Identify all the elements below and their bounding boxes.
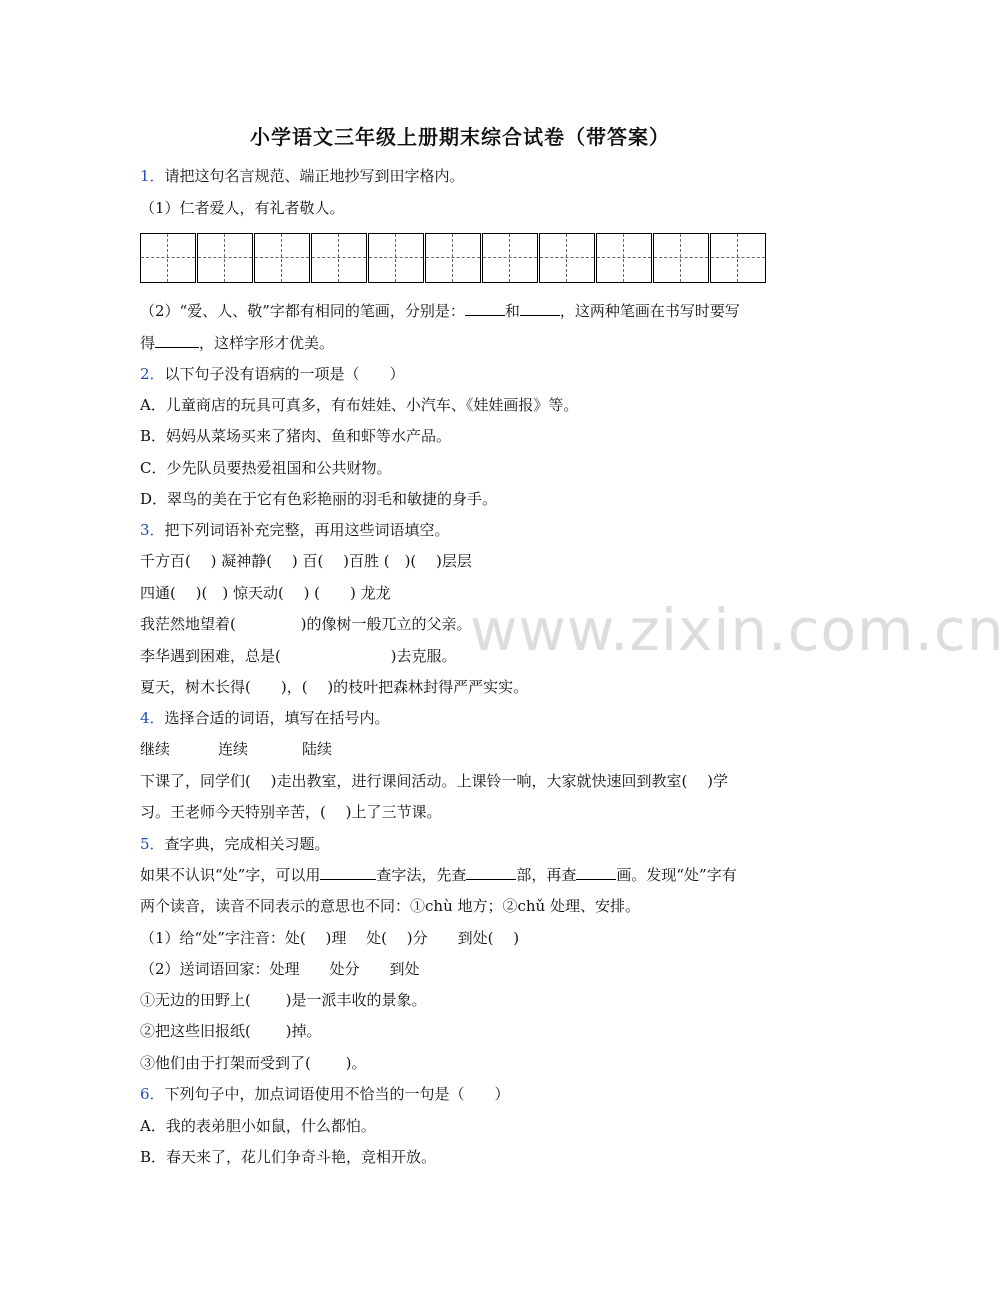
page-title: 小学语文三年级上册期末综合试卷（带答案） [250, 125, 670, 149]
question-6 [140, 1084, 510, 1104]
answer-blank[interactable] [520, 301, 560, 316]
tianzige-cell[interactable] [539, 233, 595, 283]
q5-line-2: 两个读音，读音不同表示的意思也不同：①chù 地方；②chǔ 处理、安排。 [140, 897, 640, 915]
question-3 [140, 520, 450, 540]
question-5 [140, 834, 330, 854]
question-number: 2． [140, 365, 165, 383]
question-2 [140, 364, 405, 384]
question-stem: 把下列词语补充完整，再用这些词语填空。 [164, 521, 450, 539]
q1-sub2-and: 和 [504, 302, 520, 320]
question-4 [140, 708, 390, 728]
question-stem: 查字典，完成相关习题。 [164, 835, 330, 853]
question-stem: 请把这句名言规范、端正地抄写到田字格内。 [164, 167, 465, 185]
q3-line-5: 夏天，树木长得( )，( )的枝叶把森林封得严严实实。 [140, 678, 529, 696]
q4-line-2: 习。王老师今天特别辛苦，( )上了三节课。 [140, 803, 442, 821]
q6-option-a: A．我的表弟胆小如鼠，什么都怕。 [140, 1117, 376, 1135]
q5-line-4: （2）送词语回家：处理 处分 到处 [140, 960, 420, 978]
answer-blank[interactable] [155, 333, 199, 348]
q5-text: 如果不认识“处”字，可以用 [140, 866, 321, 884]
tianzige-cell[interactable] [311, 233, 367, 283]
q3-line-2: 四通( )( ) 惊天动( ) ( ) 龙龙 [140, 584, 391, 602]
q4-line-1: 下课了，同学们( )走出教室，进行课间活动。上课铃一响，大家就快速回到教室( )学 [140, 772, 728, 790]
tianzige-grid [140, 233, 767, 283]
q5-line-6: ②把这些旧报纸( )掉。 [140, 1022, 322, 1040]
q6-option-b: B．春天来了，花儿们争奇斗艳，竞相开放。 [140, 1148, 437, 1166]
answer-blank[interactable] [465, 301, 505, 316]
question-number: 4． [140, 709, 165, 727]
word-option: 陆续 [302, 740, 333, 758]
q1-sub2-text: ，这样字形才优美。 [199, 334, 335, 352]
q5-line-3: （1）给“处”字注音：处( )理 处( )分 到处( ) [140, 929, 520, 947]
tianzige-cell[interactable] [425, 233, 481, 283]
tianzige-cell[interactable] [482, 233, 538, 283]
word-option: 继续 [140, 740, 171, 758]
q1-sub2-line1 [140, 301, 740, 321]
answer-blank[interactable] [466, 865, 516, 880]
q2-option-d: D．翠鸟的美在于它有色彩艳丽的羽毛和敏捷的身手。 [140, 490, 498, 508]
tianzige-cell[interactable] [254, 233, 310, 283]
question-1 [140, 166, 465, 186]
q5-text: 查字法，先查 [376, 866, 467, 884]
tianzige-cell[interactable] [710, 233, 766, 283]
q5-text: 部，再查 [516, 866, 577, 884]
question-number: 6． [140, 1085, 165, 1103]
q5-line-7: ③他们由于打架而受到了( )。 [140, 1054, 367, 1072]
q2-option-b: B．妈妈从菜场买来了猪肉、鱼和虾等水产品。 [140, 427, 452, 445]
tianzige-cell[interactable] [140, 233, 196, 283]
q3-line-4: 李华遇到困难，总是( )去克服。 [140, 647, 457, 665]
q1-sub1: （1）仁者爱人，有礼者敬人。 [140, 199, 345, 217]
question-number: 3． [140, 521, 165, 539]
watermark: www.zixin.com.cn [470, 596, 1005, 664]
q2-option-a: A．儿童商店的玩具可真多，有布娃娃、小汽车、《娃娃画报》等。 [140, 396, 579, 414]
tianzige-cell[interactable] [368, 233, 424, 283]
q1-sub2-text: 得 [140, 334, 156, 352]
q3-line-3: 我茫然地望着( )的像树一般兀立的父亲。 [140, 615, 472, 633]
q4-word-bank [140, 739, 332, 759]
question-stem: 以下句子没有语病的一项是（ ） [164, 365, 405, 383]
q1-sub2-text: ，这两种笔画在书写时要写 [559, 302, 740, 320]
tianzige-cell[interactable] [197, 233, 253, 283]
answer-blank[interactable] [320, 865, 376, 880]
tianzige-cell[interactable] [596, 233, 652, 283]
question-stem: 下列句子中，加点词语使用不恰当的一句是（ ） [164, 1085, 510, 1103]
q5-text: 画。发现“处”字有 [616, 866, 737, 884]
tianzige-cell[interactable] [653, 233, 709, 283]
q5-line-1 [140, 865, 737, 885]
q2-option-c: C．少先队员要热爱祖国和公共财物。 [140, 459, 392, 477]
q1-sub2-line2 [140, 333, 334, 353]
question-stem: 选择合适的词语，填写在括号内。 [164, 709, 390, 727]
word-option: 连续 [218, 740, 249, 758]
q5-line-5: ①无边的田野上( )是一派丰收的景象。 [140, 991, 427, 1009]
q3-line-1: 千方百( ) 凝神静( ) 百( )百胜 ( )( )层层 [140, 552, 472, 570]
q1-sub2-text: （2）“爱、人、敬”字都有相同的笔画，分别是： [140, 302, 465, 320]
question-number: 5． [140, 835, 165, 853]
answer-blank[interactable] [576, 865, 616, 880]
question-number: 1． [140, 167, 165, 185]
